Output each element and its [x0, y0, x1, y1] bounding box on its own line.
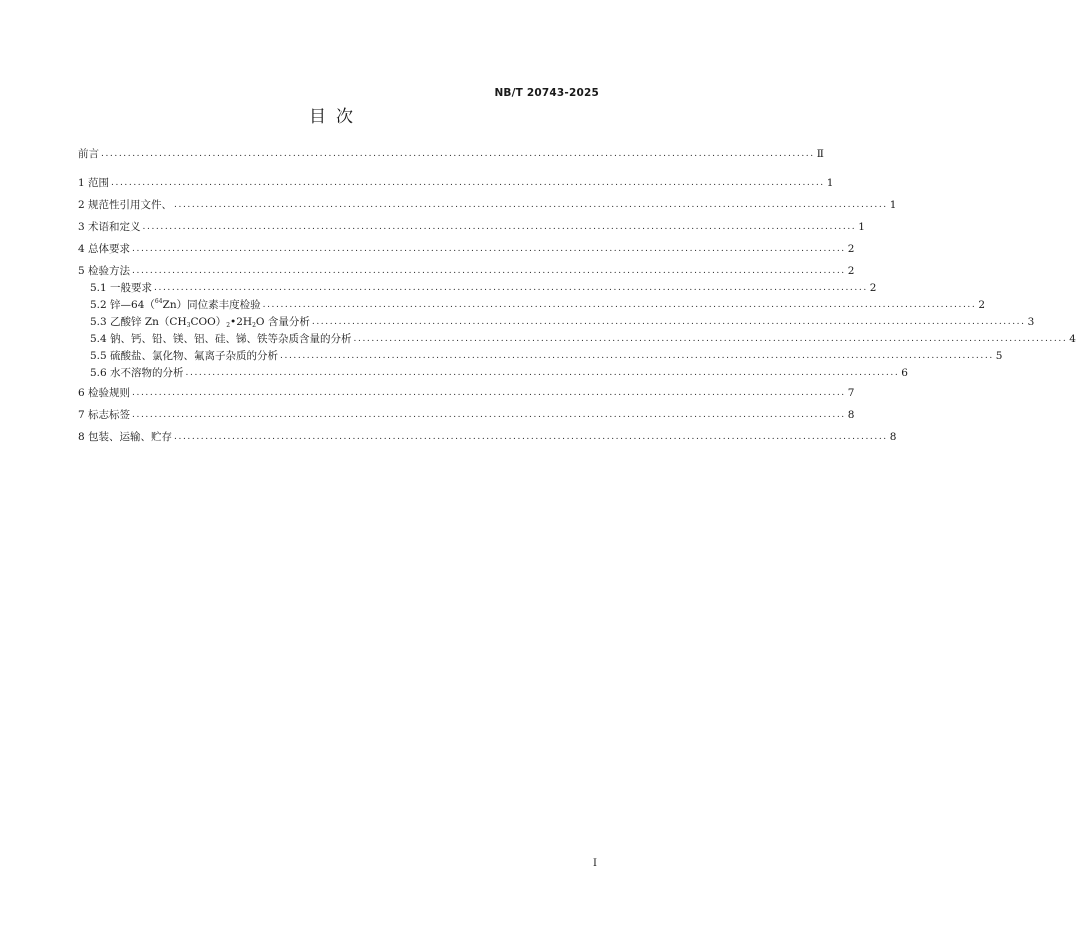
toc-entry-label: 6 检验规则	[78, 387, 131, 399]
toc-entry-label: 1 范围	[78, 177, 110, 189]
toc-leader-dots: ................................................................................................................................................................	[353, 334, 1068, 344]
toc-leader-dots: ................................................................................................................................................................	[132, 388, 846, 398]
toc-entry-label	[90, 314, 310, 330]
toc-leader-dots: ................................................................................................................................................................	[174, 432, 888, 442]
toc-entry-test-methods[interactable]	[78, 263, 855, 279]
standard-number: NB/T 20743-2025	[494, 87, 599, 99]
toc-entry-5-4[interactable]	[90, 331, 1076, 347]
toc-leader-dots: ................................................................................................................................................................	[101, 149, 815, 159]
toc-label-part: COO）	[190, 316, 227, 328]
toc-entry-label: 8 包装、运输、贮存	[78, 431, 173, 443]
toc-leader-dots: ................................................................................................................................................................	[311, 317, 1026, 327]
toc-entry-5-6[interactable]	[90, 365, 908, 381]
toc-entry-inspection-rules[interactable]	[78, 385, 855, 401]
toc-entry-packaging-transport-storage[interactable]	[78, 429, 897, 445]
toc-label-part: 5.3 乙酸锌 Zn（CH	[90, 316, 187, 328]
toc-entry-label: 4 总体要求	[78, 243, 131, 255]
toc-page-number: 4	[1069, 333, 1076, 345]
toc-entry-label: 5.1 一般要求	[90, 282, 153, 294]
toc-leader-dots: ................................................................................................................................................................	[280, 351, 994, 361]
toc-leader-dots: ................................................................................................................................................................	[132, 244, 846, 254]
toc-leader-dots: ................................................................................................................................................................	[132, 410, 846, 420]
toc-entry-scope[interactable]	[78, 175, 834, 191]
toc-leader-dots: ................................................................................................................................................................	[111, 178, 825, 188]
toc-entry-5-5[interactable]	[90, 348, 1003, 364]
toc-page-number: 5	[995, 350, 1003, 362]
toc-entry-label: 3 术语和定义	[78, 221, 141, 233]
page-title: 目次	[309, 107, 363, 127]
toc-entry-label: 5 检验方法	[78, 265, 131, 277]
toc-page-number: 1	[826, 177, 834, 189]
toc-leader-dots: ................................................................................................................................................................	[262, 300, 977, 310]
toc-entry-general-requirements[interactable]	[78, 241, 855, 257]
toc-leader-dots: ................................................................................................................................................................	[132, 266, 846, 276]
toc-page-number: 2	[847, 243, 855, 255]
toc-leader-dots: ................................................................................................................................................................	[174, 200, 888, 210]
toc-entry-5-3[interactable]	[90, 314, 1035, 330]
toc-page-number: 1	[889, 199, 897, 211]
toc-label-part: Zn）同位素丰度检验	[162, 299, 261, 311]
toc-entry-5-2[interactable]	[90, 297, 986, 313]
toc-page-number: 6	[901, 367, 908, 379]
toc-page-number: 3	[1027, 316, 1035, 328]
toc-entry-foreword[interactable]	[78, 146, 824, 162]
toc-page-number: 2	[869, 282, 877, 294]
toc-label-part: O 含量分析	[255, 316, 310, 328]
page-number-footer: I	[593, 858, 597, 869]
toc-entry-label	[90, 297, 261, 313]
toc-leader-dots: ................................................................................................................................................................	[142, 222, 857, 232]
toc-entry-label: 5.5 硫酸盐、氯化物、氟离子杂质的分析	[90, 350, 279, 362]
toc-leader-dots: ................................................................................................................................................................	[185, 368, 900, 378]
chem-subscript: 3	[186, 322, 191, 329]
toc-entry-label: 前言	[78, 148, 99, 160]
toc-entry-label: 5.4 钠、钙、铅、镁、铝、硅、锑、铁等杂质含量的分析	[90, 333, 352, 345]
toc-page-number: 7	[847, 387, 855, 399]
toc-entry-label: 7 标志标签	[78, 409, 131, 421]
toc-label-part: 5.2 锌—64（	[90, 299, 155, 311]
toc-entry-label: 2 规范性引用文件、	[78, 199, 173, 211]
toc-entry-normative-references[interactable]	[78, 197, 897, 213]
toc-page-number: 8	[847, 409, 855, 421]
toc-page-number: 8	[889, 431, 897, 443]
toc-leader-dots: ................................................................................................................................................................	[154, 283, 868, 293]
toc-label-part: •2H	[230, 316, 253, 328]
toc-page-number: Ⅱ	[816, 148, 824, 160]
chem-subscript: 2	[252, 322, 256, 329]
toc-entry-marking-labeling[interactable]	[78, 407, 855, 423]
toc-page-number: 2	[978, 299, 986, 311]
chem-subscript: 2	[226, 322, 231, 329]
toc-entry-terms-definitions[interactable]	[78, 219, 865, 235]
toc-entry-5-1[interactable]	[90, 280, 877, 296]
toc-entry-label: 5.6 水不溶物的分析	[90, 367, 184, 379]
toc-page-number: 2	[847, 265, 855, 277]
toc-page-number: 1	[858, 221, 865, 233]
isotope-mass-superscript: 64	[154, 298, 163, 305]
